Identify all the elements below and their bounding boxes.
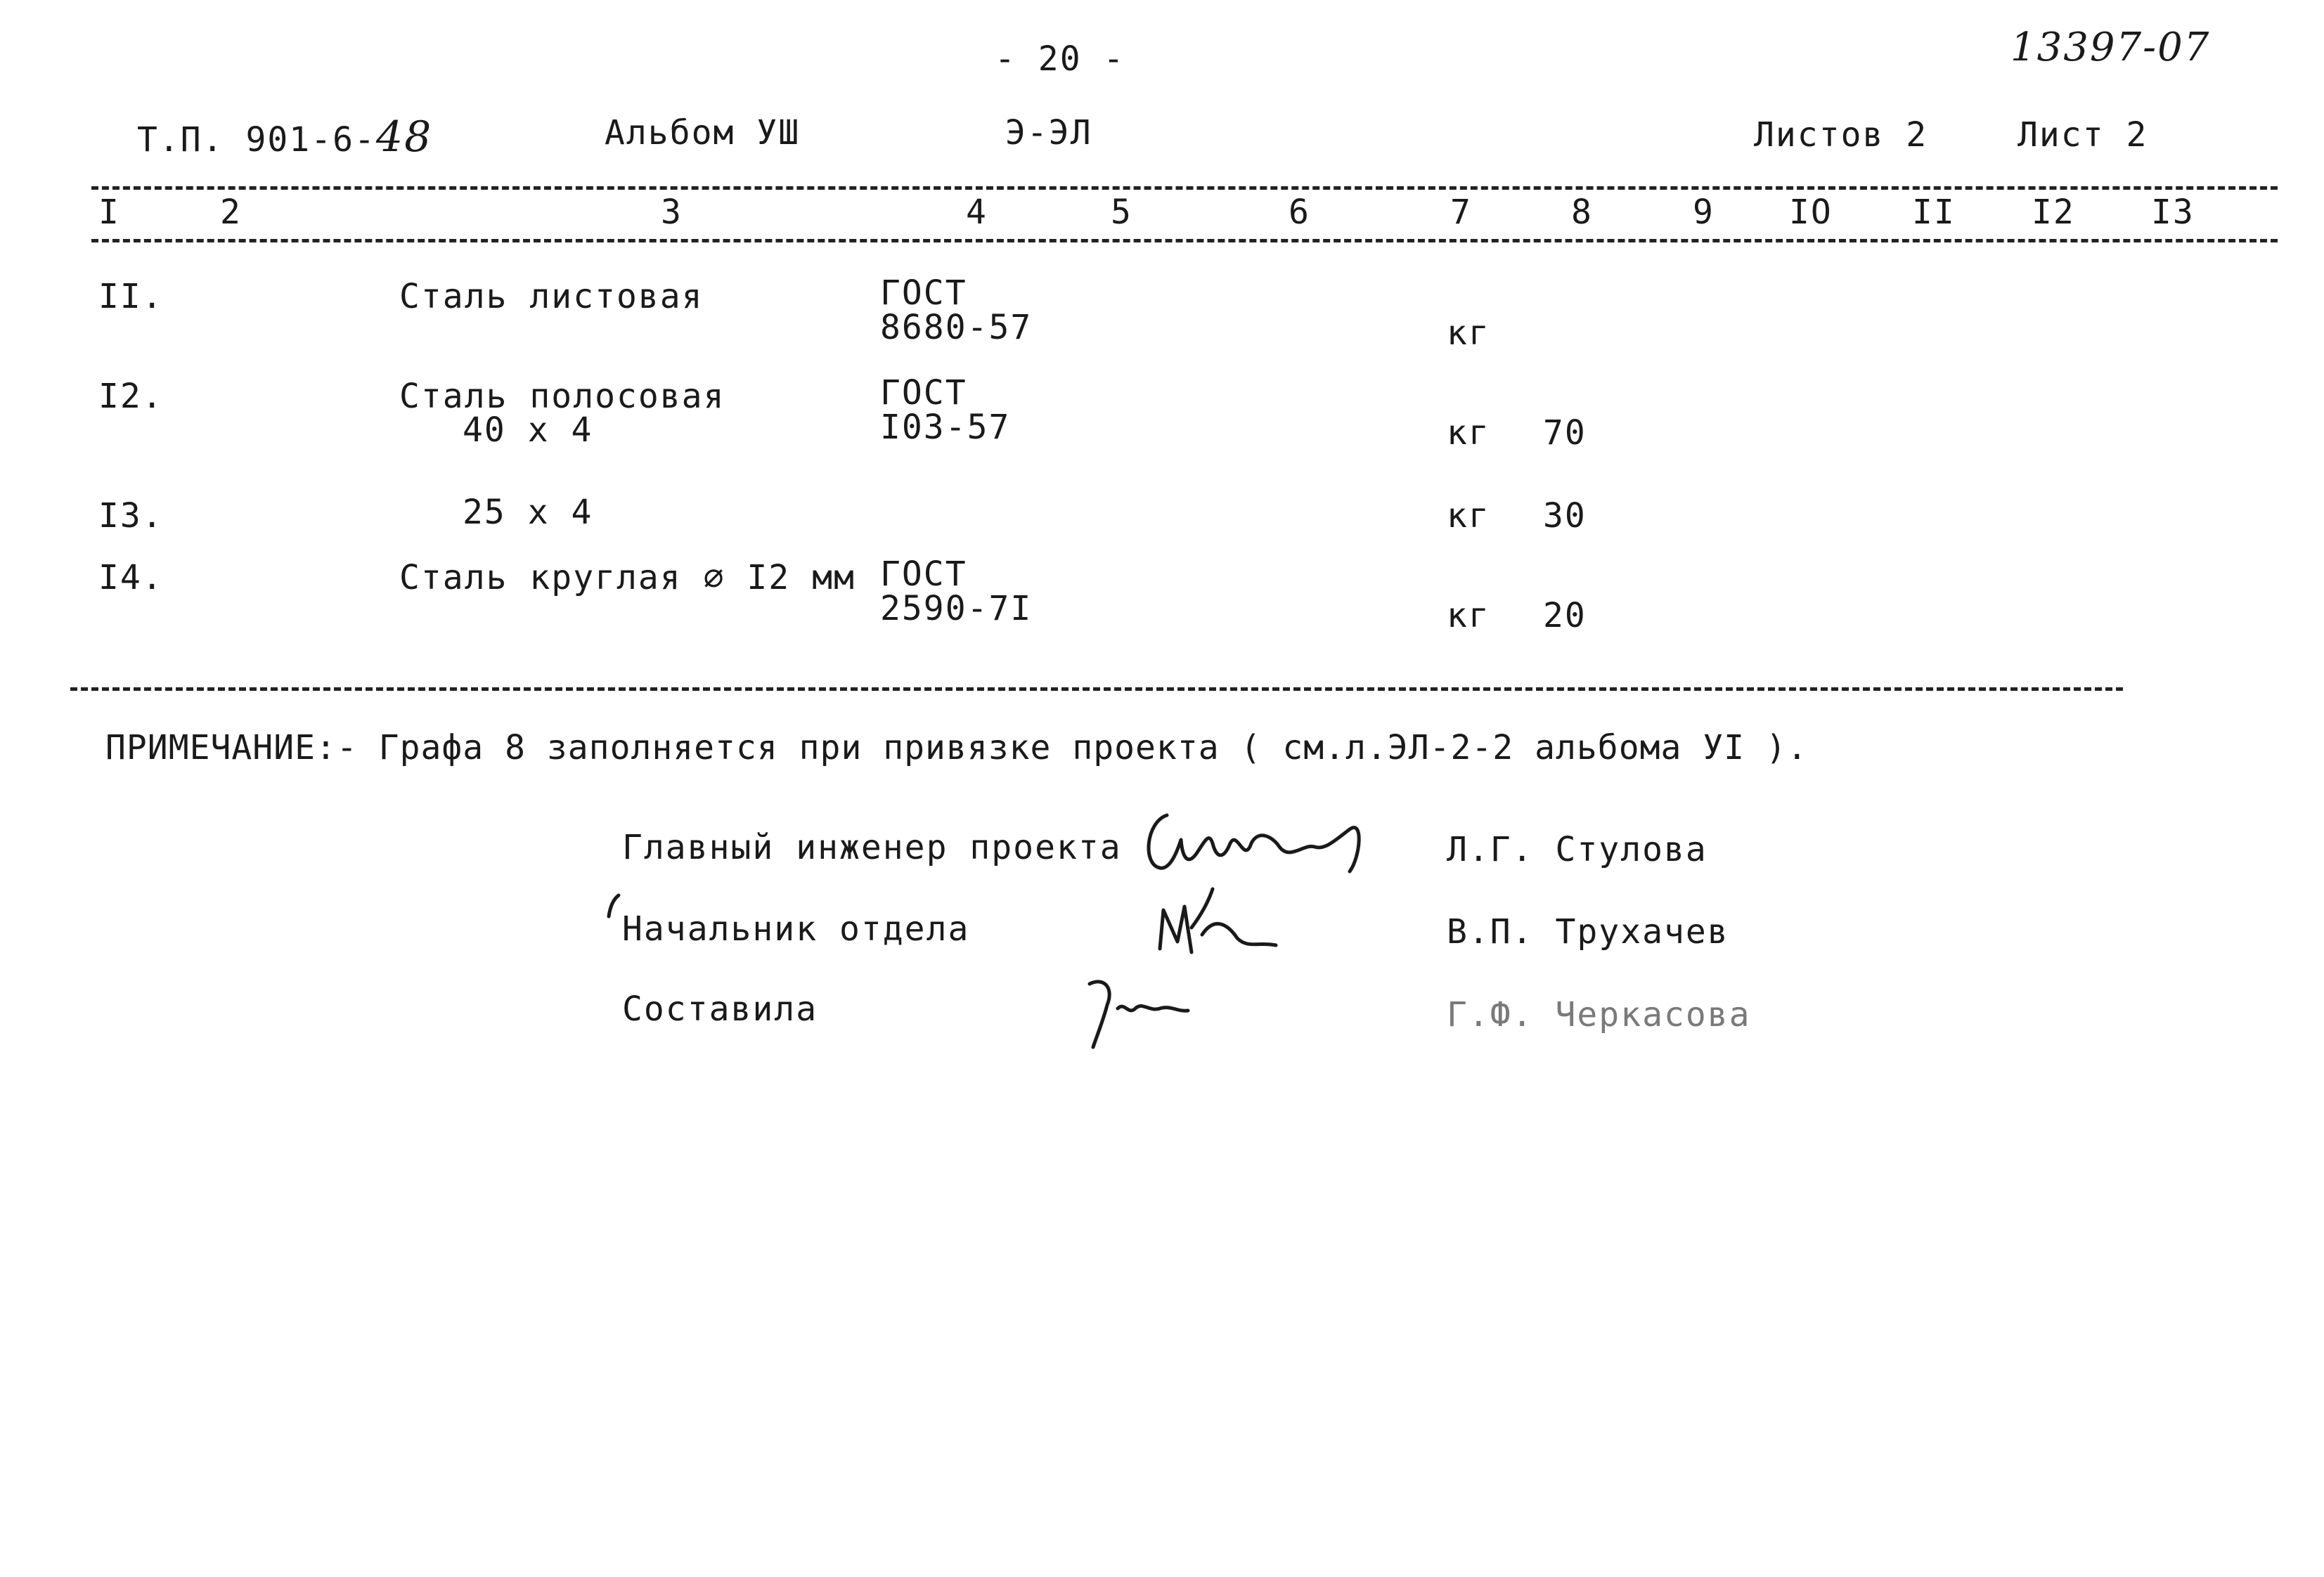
section-label: Э-ЭЛ	[1005, 113, 1092, 152]
standard-number: 2590-7I	[880, 589, 1033, 628]
standard-label: ГОСТ	[880, 373, 967, 413]
standard-number: I03-57	[880, 408, 1011, 447]
quantity: 70	[1543, 413, 1587, 453]
row-number: I3.	[98, 496, 164, 536]
signature-compiler	[1076, 970, 1202, 1054]
unit: кг	[1447, 413, 1490, 453]
material-size: 40 х 4	[463, 410, 593, 450]
pen-mark	[603, 893, 624, 921]
material-name: Сталь листовая	[399, 277, 704, 316]
material-size: 25 х 4	[463, 493, 593, 532]
signature-department-head	[1153, 885, 1293, 970]
column-header: 6	[1289, 193, 1310, 232]
role-department-head: Начальник отдела	[622, 909, 970, 949]
sheets-total: Листов 2	[1754, 115, 1928, 155]
person-chief-engineer: Л.Г. Стулова	[1447, 830, 1708, 869]
header-bottom-rule	[91, 239, 2278, 242]
column-header: I3	[2151, 193, 2195, 232]
project-code	[137, 112, 433, 162]
sheet-current: Лист 2	[2018, 115, 2148, 155]
column-header: 9	[1693, 193, 1715, 232]
page-number: - 20 -	[995, 39, 1125, 79]
registry-number: 13397-07	[2010, 25, 2211, 70]
standard-label: ГОСТ	[880, 273, 967, 313]
quantity: 20	[1543, 596, 1587, 635]
unit: кг	[1447, 313, 1490, 353]
unit: кг	[1447, 496, 1490, 536]
album-label: Альбом УШ	[605, 113, 801, 152]
note-text: ПРИМЕЧАНИЕ:- Графа 8 заполняется при привязке проекта ( см.л.ЭЛ-2-2 альбома УI ).	[105, 728, 1808, 767]
column-header: II	[1912, 193, 1956, 232]
role-compiler: Составила	[622, 989, 818, 1029]
column-header: 4	[966, 193, 988, 232]
header-top-rule	[91, 186, 2278, 190]
row-number: II.	[98, 277, 164, 316]
column-header: 2	[220, 193, 242, 232]
material-name: Сталь круглая ∅ I2 мм	[399, 558, 856, 597]
column-header: 8	[1571, 193, 1593, 232]
signature-chief-engineer	[1139, 801, 1392, 885]
column-header: 7	[1450, 193, 1472, 232]
material-name: Сталь полосовая	[399, 377, 725, 416]
project-code-printed: Т.П. 901-6-	[137, 120, 376, 160]
column-header: 3	[661, 193, 683, 232]
unit: кг	[1447, 596, 1490, 635]
column-header: I2	[2032, 193, 2075, 232]
project-code-handwritten: 48	[375, 112, 433, 162]
column-header: 5	[1111, 193, 1132, 232]
row-number: I4.	[98, 558, 164, 597]
row-number: I2.	[98, 377, 164, 416]
column-header: IO	[1789, 193, 1833, 232]
quantity: 30	[1543, 496, 1587, 536]
table-bottom-rule	[70, 687, 2123, 691]
role-chief-engineer: Главный инженер проекта	[622, 828, 1122, 867]
standard-number: 8680-57	[880, 308, 1033, 347]
standard-label: ГОСТ	[880, 554, 967, 594]
person-compiler: Г.Ф. Черкасова	[1447, 995, 1751, 1034]
person-department-head: В.П. Трухачев	[1447, 912, 1729, 952]
column-header: I	[98, 193, 120, 232]
